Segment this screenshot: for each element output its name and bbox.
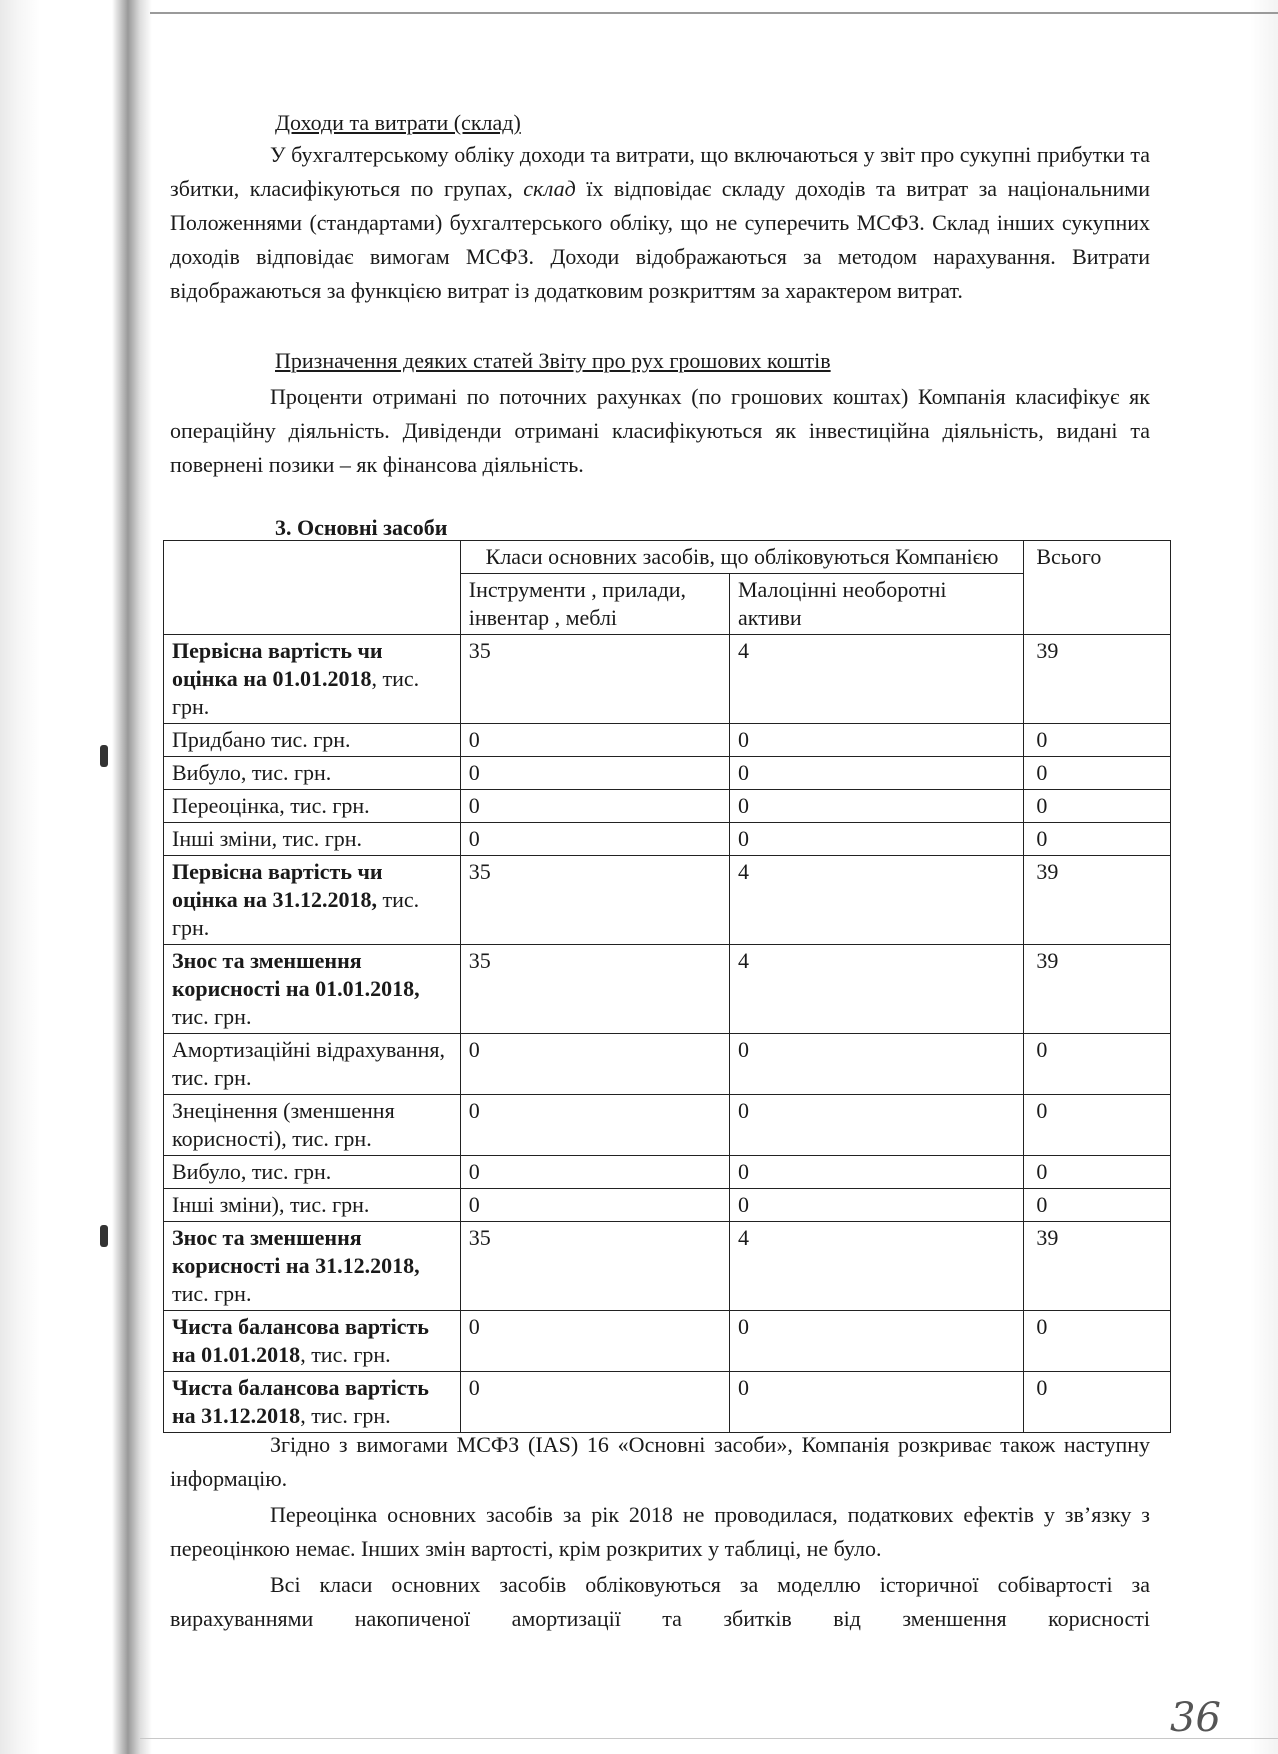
row-label [164, 1222, 461, 1311]
value-instruments: 35 [460, 635, 729, 724]
paragraph-text: У бухгалтерському обліку доходи та витрати, що включаються у звіт про сукупні прибутки та збитки, класифікуються по групах, [170, 142, 1150, 201]
paragraph-income-expenses [170, 138, 1150, 308]
table-row [164, 1222, 1171, 1311]
row-label [164, 1156, 461, 1189]
section-title-fixed-assets: 3. Основні засоби [275, 515, 448, 540]
value-low-value-assets: 0 [729, 1095, 1023, 1156]
value-instruments: 35 [460, 945, 729, 1034]
value-total: 39 [1024, 856, 1171, 945]
row-label-text: Інші зміни, тис. грн. [172, 826, 363, 851]
value-low-value-assets: 4 [729, 856, 1023, 945]
row-label-text: , тис. грн. [300, 1342, 391, 1367]
value-total: 0 [1024, 790, 1171, 823]
value-total: 0 [1024, 1189, 1171, 1222]
page-number: 36 [1170, 1695, 1221, 1741]
row-label-text: тис. грн. [172, 1281, 252, 1306]
row-label-text: Придбано тис. грн. [172, 727, 351, 752]
value-low-value-assets: 0 [729, 823, 1023, 856]
value-low-value-assets: 0 [729, 757, 1023, 790]
row-label-text: тис. грн. [172, 887, 420, 940]
paragraph-emphasis: склад [523, 176, 576, 201]
value-total: 0 [1024, 1034, 1171, 1095]
row-label-text: , тис. грн. [300, 1403, 391, 1428]
row-label-bold: Знос та зменшення корисності на 31.12.2018, [172, 1225, 420, 1278]
row-label-text: Вибуло, тис. грн. [172, 760, 332, 785]
table-row [164, 1034, 1171, 1095]
value-low-value-assets: 0 [729, 1034, 1023, 1095]
value-total: 39 [1024, 1222, 1171, 1311]
table-row [164, 635, 1171, 724]
value-low-value-assets: 0 [729, 1372, 1023, 1433]
value-low-value-assets: 0 [729, 724, 1023, 757]
value-total: 0 [1024, 1156, 1171, 1189]
value-instruments: 0 [460, 1034, 729, 1095]
table-row [164, 823, 1171, 856]
value-total: 39 [1024, 945, 1171, 1034]
table-header-total: Всього [1024, 541, 1171, 635]
value-total: 0 [1024, 823, 1171, 856]
value-total: 0 [1024, 1311, 1171, 1372]
table-row [164, 856, 1171, 945]
row-label-bold: Первісна вартість чи оцінка на 01.01.2018 [172, 638, 383, 691]
row-label [164, 757, 461, 790]
value-instruments: 35 [460, 1222, 729, 1311]
value-instruments: 0 [460, 790, 729, 823]
value-low-value-assets: 4 [729, 1222, 1023, 1311]
paragraph-text: їх відповідає складу доходів та витрат за національними Положеннями (стандартами) бухгалтерського обліку, що не суперечить МСФЗ. Склад інших сукупних доходів відповідає вимогам МСФЗ. Доходи відображаються за методом нарахування. Витрати відображаються за функцією витрат із додатковим розкриттям за характером витрат. [170, 176, 1150, 303]
row-label-text: , тис. грн. [172, 666, 420, 719]
scan-bottom-edge [140, 1738, 1278, 1739]
row-label-bold: Чиста балансова вартість на 01.01.2018 [172, 1314, 429, 1367]
row-label-bold: Первісна вартість чи оцінка на 31.12.2018, [172, 859, 383, 912]
value-instruments: 0 [460, 1311, 729, 1372]
table-row [164, 724, 1171, 757]
row-label [164, 1189, 461, 1222]
scan-top-edge [150, 12, 1278, 14]
value-low-value-assets: 0 [729, 1156, 1023, 1189]
table-row [164, 1156, 1171, 1189]
row-label-text: Інші зміни), тис. грн. [172, 1192, 370, 1217]
row-label-bold: Знос та зменшення корисності на 01.01.2018, [172, 948, 420, 1001]
table-row [164, 757, 1171, 790]
paragraph-ias16-intro: Згідно з вимогами МСФЗ (IAS) 16 «Основні засоби», Компанія розкриває також наступну інформацію. [170, 1432, 1150, 1491]
row-label-text: Переоцінка, тис. грн. [172, 793, 370, 818]
value-total: 39 [1024, 635, 1171, 724]
table-corner-cell [164, 541, 461, 635]
value-instruments: 0 [460, 1189, 729, 1222]
value-low-value-assets: 0 [729, 790, 1023, 823]
row-label [164, 945, 461, 1034]
section-heading-cash-flow: Призначення деяких статей Звіту про рух грошових коштів [275, 348, 831, 373]
paragraph-revaluation: Переоцінка основних засобів за рік 2018 не проводилася, податкових ефектів у зв’язку з переоцінкою немає. Інших змін вартості, крім розкритих у таблиці, не було. [170, 1502, 1150, 1561]
section-heading-income-expenses: Доходи та витрати (склад) [275, 110, 521, 135]
value-instruments: 0 [460, 1156, 729, 1189]
value-instruments: 0 [460, 1095, 729, 1156]
scan-binding-shadow [112, 0, 152, 1754]
row-label-text: Знецінення (зменшення корисності), тис. грн. [172, 1098, 395, 1151]
value-instruments: 35 [460, 856, 729, 945]
value-low-value-assets: 0 [729, 1189, 1023, 1222]
value-low-value-assets: 4 [729, 635, 1023, 724]
row-label [164, 724, 461, 757]
paragraph-cost-model: Всі класи основних засобів обліковуються за моделлю історичної собівартості за вирахуваннями накопиченої амортизації та збитків від зменшення корисності [170, 1572, 1150, 1631]
fixed-assets-table [163, 540, 1171, 1433]
value-total: 0 [1024, 1095, 1171, 1156]
table-row [164, 790, 1171, 823]
value-total: 0 [1024, 1372, 1171, 1433]
binder-hole-mark [100, 1225, 108, 1247]
value-low-value-assets: 0 [729, 1311, 1023, 1372]
value-instruments: 0 [460, 757, 729, 790]
row-label [164, 790, 461, 823]
value-instruments: 0 [460, 1372, 729, 1433]
table-header-low-value-assets: Малоцінні необоротні активи [729, 574, 1023, 635]
row-label [164, 1372, 461, 1433]
table-row [164, 1372, 1171, 1433]
paragraph-cash-flow: Проценти отримані по поточних рахунках (по грошових коштах) Компанія класифікує як операційну діяльність. Дивіденди отримані класифікуються як інвестиційна діяльність, видані та повернені позики – як фінансова діяльність. [170, 384, 1150, 477]
value-instruments: 0 [460, 823, 729, 856]
row-label [164, 823, 461, 856]
row-label-text: тис. грн. [172, 1004, 252, 1029]
row-label-bold: Чиста балансова вартість на 31.12.2018 [172, 1375, 429, 1428]
value-low-value-assets: 4 [729, 945, 1023, 1034]
row-label-text: Вибуло, тис. грн. [172, 1159, 332, 1184]
value-total: 0 [1024, 724, 1171, 757]
row-label [164, 635, 461, 724]
row-label [164, 856, 461, 945]
table-row [164, 945, 1171, 1034]
table-header-instruments: Інструменти , прилади, інвентар , меблі [460, 574, 729, 635]
row-label [164, 1311, 461, 1372]
value-instruments: 0 [460, 724, 729, 757]
row-label [164, 1095, 461, 1156]
value-total: 0 [1024, 757, 1171, 790]
table-row [164, 1095, 1171, 1156]
table-row [164, 1311, 1171, 1372]
row-label-text: Амортизаційні відрахування, тис. грн. [172, 1037, 446, 1090]
table-row [164, 1189, 1171, 1222]
row-label [164, 1034, 461, 1095]
table-header-group: Класи основних засобів, що обліковуються Компанією [460, 541, 1024, 574]
binder-hole-mark [100, 745, 108, 767]
